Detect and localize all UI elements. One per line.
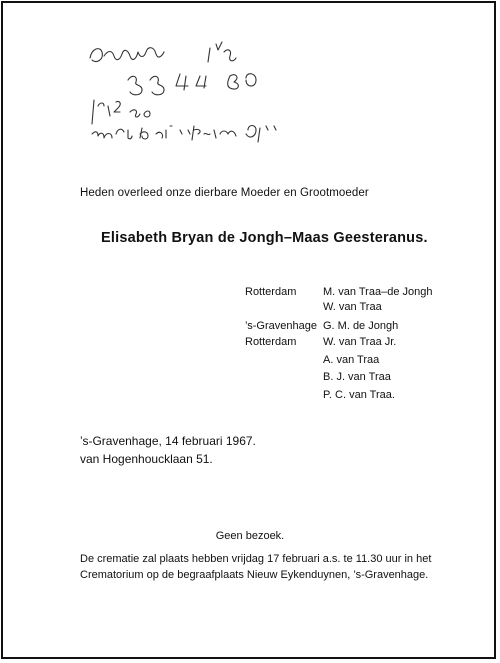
- cremation-line-1: De crematie zal plaats hebben vrijdag 17 februari a.s. te 11.30 uur in het: [80, 553, 432, 565]
- mourner-name: G. M. de Jongh: [323, 320, 399, 332]
- mourner-place: Rotterdam: [245, 286, 297, 298]
- sender-address: van Hogenhoucklaan 51.: [80, 452, 213, 466]
- mourner-name: P. C. van Traa.: [323, 389, 395, 401]
- intro-text: Heden overleed onze dierbare Moeder en Grootmoeder: [80, 187, 369, 199]
- no-visits-text: Geen bezoek.: [215, 530, 285, 542]
- deceased-name: Elisabeth Bryan de Jongh–Maas Geesteranus.: [101, 230, 428, 246]
- place-date: ’s-Gravenhage, 14 februari 1967.: [80, 434, 256, 448]
- mourner-name: A. van Traa: [323, 354, 380, 366]
- mourner-place: Rotterdam: [245, 336, 297, 348]
- mourner-name: W. van Traa Jr.: [323, 336, 397, 348]
- mourner-name: M. van Traa–de Jongh: [323, 286, 433, 298]
- cremation-line-2: Crematorium op de begraafplaats Nieuw Eykenduynen, ’s-Gravenhage.: [80, 569, 429, 581]
- handwritten-notes: [70, 30, 300, 155]
- mourner-name: W. van Traa: [323, 301, 382, 313]
- mourner-place: ’s-Gravenhage: [245, 320, 317, 332]
- mourner-name: B. J. van Traa: [323, 371, 391, 383]
